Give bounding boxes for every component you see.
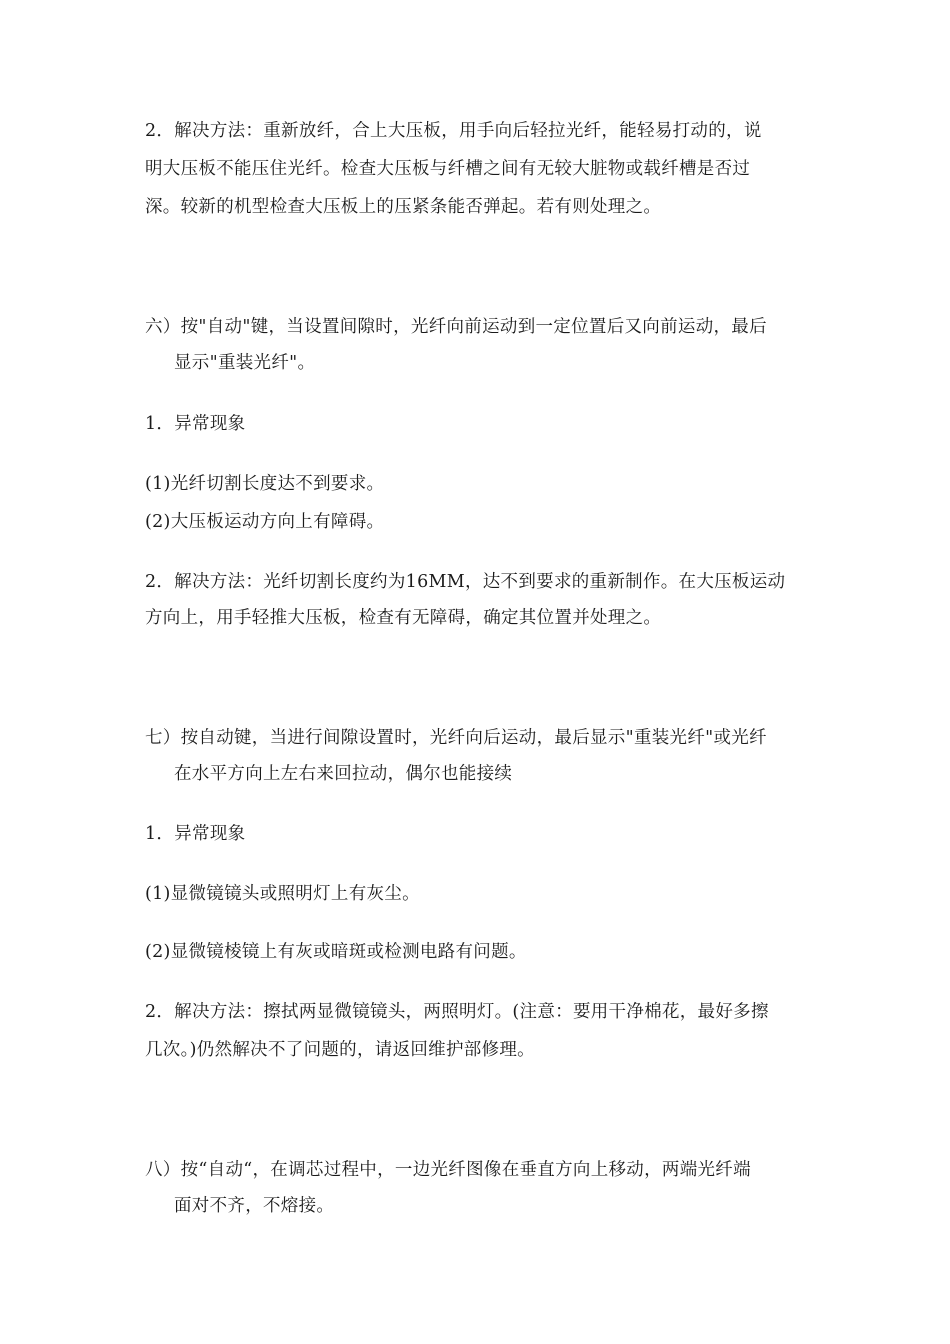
phenomenon-item: (2)显微镜棱镜上有灰或暗斑或检测电路有问题。: [145, 942, 527, 962]
solution-line: 方向上，用手轻推大压板，检查有无障碍，确定其位置并处理之。: [145, 608, 662, 628]
phenomenon-label: 1．异常现象: [145, 824, 246, 844]
section-heading-8: 八）按“自动“，在调芯过程中，一边光纤图像在垂直方向上移动，两端光纤端: [145, 1160, 751, 1180]
solution-line: 深。较新的机型检查大压板上的压紧条能否弹起。若有则处理之。: [145, 197, 662, 217]
solution-line: 2．解决方法：重新放纤，合上大压板，用手向后轻拉光纤，能轻易打动的，说: [145, 121, 762, 141]
phenomenon-item: (1)显微镜镜头或照明灯上有灰尘。: [145, 884, 420, 904]
section-heading-6: 六）按"自动"键，当设置间隙时，光纤向前运动到一定位置后又向前运动，最后: [145, 317, 767, 337]
solution-line: 几次。)仍然解决不了问题的，请返回维护部修理。: [145, 1040, 535, 1060]
solution-line: 2．解决方法：光纤切割长度约为16MM，达不到要求的重新制作。在大压板运动: [145, 572, 786, 592]
phenomenon-item: (1)光纤切割长度达不到要求。: [145, 474, 385, 494]
solution-line: 2．解决方法：擦拭两显微镜镜头，两照明灯。(注意：要用干净棉花，最好多擦: [145, 1002, 769, 1022]
phenomenon-label: 1．异常现象: [145, 414, 246, 434]
section-heading-7-cont: 在水平方向上左右来回拉动，偶尔也能接续: [174, 764, 513, 784]
section-heading-6-cont: 显示"重装光纤"。: [174, 353, 316, 373]
solution-line: 明大压板不能压住光纤。检查大压板与纤槽之间有无较大脏物或载纤槽是否过: [145, 159, 751, 179]
phenomenon-item: (2)大压板运动方向上有障碍。: [145, 512, 385, 532]
section-heading-8-cont: 面对不齐，不熔接。: [174, 1196, 335, 1216]
section-heading-7: 七）按自动键，当进行间隙设置时，光纤向后运动，最后显示"重装光纤"或光纤: [145, 728, 767, 748]
